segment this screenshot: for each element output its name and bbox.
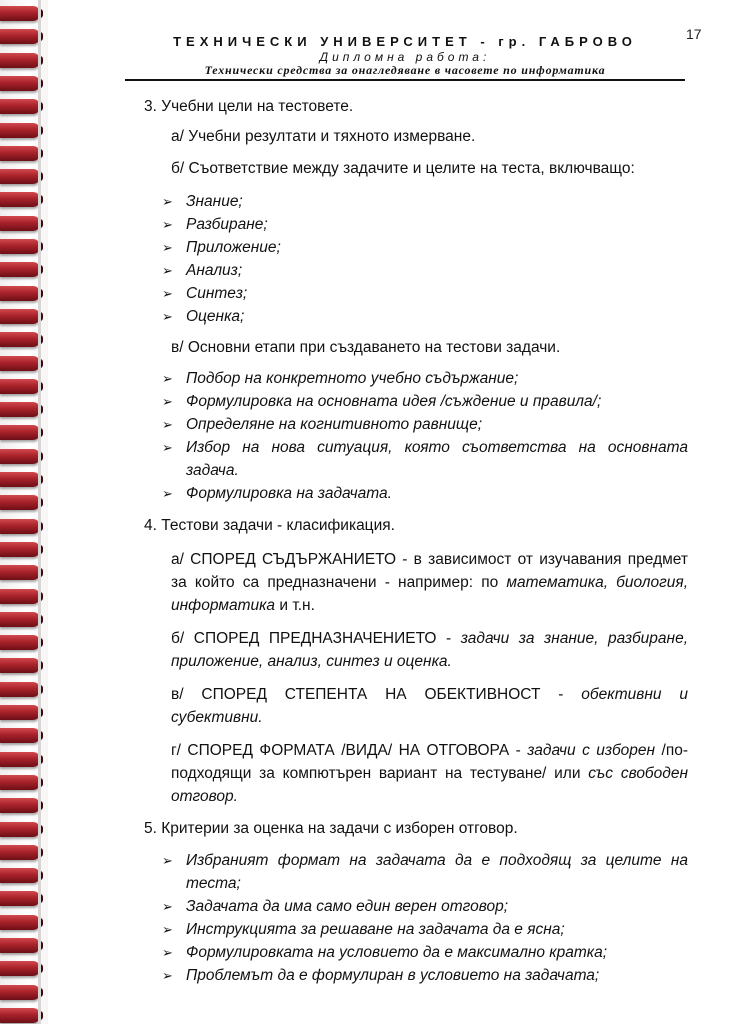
arrow-bullet-icon: ➢ (162, 922, 173, 937)
arrow-bullet-icon: ➢ (162, 194, 173, 209)
arrow-bullet-icon: ➢ (162, 394, 173, 409)
binding-ring (0, 542, 40, 557)
arrow-bullet-icon: ➢ (162, 968, 173, 983)
binding-ring (0, 658, 40, 673)
arrow-bullet-icon: ➢ (162, 263, 173, 278)
arrow-bullet-icon: ➢ (162, 371, 173, 386)
list-item: ➢ Подбор на конкретното учебно съдържание; (162, 367, 688, 390)
binding-ring (0, 449, 40, 464)
list-item: ➢ Задачата да има само един верен отговор; (162, 895, 688, 918)
binding-ring (0, 6, 40, 21)
binding-ring (0, 146, 40, 161)
binding-ring (0, 845, 40, 860)
binding-ring (0, 798, 40, 813)
section-5-list (162, 849, 688, 987)
binding-ring (0, 239, 40, 254)
binding-ring (0, 29, 40, 44)
list-item: ➢ Приложение; (162, 236, 688, 259)
arrow-bullet-icon: ➢ (162, 486, 173, 501)
binding-ring (0, 891, 40, 906)
list-item: ➢ Формулировка на основната идея /съждение и правила/; (162, 390, 688, 413)
list-item: ➢ Разбиране; (162, 213, 688, 236)
binding-ring (0, 985, 40, 1000)
binding-ring (0, 99, 40, 114)
header-thesis: Дипломна работа: (319, 50, 491, 64)
binding-spine (38, 0, 41, 1024)
section-4-item-a: а/ СПОРЕД СЪДЪРЖАНИЕТО - в зависимост от изучавания предмет за който са предназначени - например: по математика, биология, информатика и т.н. (171, 551, 689, 614)
header-university: ТЕХНИЧЕСКИ УНИВЕРСИТЕТ - гр. ГАБРОВО (173, 34, 637, 49)
binding-ring (0, 356, 40, 371)
section-4-item-b: б/ СПОРЕД ПРЕДНАЗНАЧЕНИЕТО - задачи за знание, разбиране, приложение, анализ, синтез и оценка. (171, 630, 688, 670)
list-item: ➢ Синтез; (162, 282, 688, 305)
binding-ring (0, 589, 40, 604)
binding-ring (0, 938, 40, 953)
page-content (140, 95, 688, 987)
list-item: ➢ Инструкцията за решаване на задачата да е ясна; (162, 918, 688, 941)
binding-ring (0, 868, 40, 883)
section-4-item-d: г/ СПОРЕД ФОРМАТА /ВИДА/ НА ОТГОВОРА - задачи с изборен /по-подходящи за компютърен вариант на тестуване/ или със свободен отговор. (171, 742, 688, 805)
list-item: ➢ Проблемът да е формулиран в условието на задачата; (162, 964, 688, 987)
binding-ring (0, 728, 40, 743)
arrow-bullet-icon: ➢ (162, 286, 173, 301)
arrow-bullet-icon: ➢ (162, 945, 173, 960)
header-rule (125, 79, 685, 81)
section-3-c-list (162, 367, 688, 505)
header-subtitle: Технически средства за онагледяване в часовете по информатика (204, 63, 606, 77)
binding-ring (0, 635, 40, 650)
binding-ring (0, 1008, 40, 1023)
binding-ring (0, 612, 40, 627)
binding-ring (0, 309, 40, 324)
binding-ring (0, 262, 40, 277)
section-3-b-list (162, 190, 688, 328)
section-4-heading: 4. Тестови задачи - класификация. (144, 517, 395, 534)
arrow-bullet-icon: ➢ (162, 309, 173, 324)
binding-ring (0, 822, 40, 837)
binding-ring (0, 915, 40, 930)
page-number: 17 (686, 26, 702, 42)
arrow-bullet-icon: ➢ (162, 440, 173, 455)
section-4-item-c: в/ СПОРЕД СТЕПЕНТА НА ОБЕКТИВНОСТ - обективни и субективни. (171, 686, 688, 726)
binding-ring (0, 286, 40, 301)
binding-ring (0, 752, 40, 767)
list-item: ➢ Избраният формат на задачата да е подходящ за целите на теста; (162, 849, 688, 895)
binding-ring (0, 705, 40, 720)
arrow-bullet-icon: ➢ (162, 853, 173, 868)
list-item: ➢ Определяне на когнитивното равнище; (162, 413, 688, 436)
section-3-item-b: б/ Съответствие между задачите и целите на теста, включващо: (171, 160, 635, 177)
arrow-bullet-icon: ➢ (162, 417, 173, 432)
list-item: ➢ Формулировката на условието да е максимално кратка; (162, 941, 688, 964)
list-item: ➢ Формулировка на задачата. (162, 482, 688, 505)
section-5-heading: 5. Критерии за оценка на задачи с изборен отговор. (144, 820, 518, 837)
arrow-bullet-icon: ➢ (162, 217, 173, 232)
binding-ring (0, 332, 40, 347)
section-3-item-a: а/ Учебни резултати и тяхното измерване. (171, 128, 476, 145)
binding-ring (0, 402, 40, 417)
arrow-bullet-icon: ➢ (162, 240, 173, 255)
binding-ring (0, 495, 40, 510)
list-item: ➢ Оценка; (162, 305, 688, 328)
binding-ring (0, 53, 40, 68)
binding-ring (0, 775, 40, 790)
binding-ring (0, 216, 40, 231)
binding-ring (0, 682, 40, 697)
binding-ring (0, 472, 40, 487)
section-3-heading: 3. Учебни цели на тестовете. (144, 98, 354, 115)
binding-ring (0, 379, 40, 394)
section-3-item-c: в/ Основни етапи при създаването на тестови задачи. (171, 339, 561, 356)
binding-ring (0, 961, 40, 976)
binding-ring (0, 169, 40, 184)
binding-ring (0, 123, 40, 138)
binding-ring (0, 519, 40, 534)
list-item: ➢ Избор на нова ситуация, която съответства на основната задача. (162, 436, 688, 482)
list-item: ➢ Знание; (162, 190, 688, 213)
binding-ring (0, 565, 40, 580)
binding-ring (0, 76, 40, 91)
list-item: ➢ Анализ; (162, 259, 688, 282)
arrow-bullet-icon: ➢ (162, 899, 173, 914)
binding-ring (0, 192, 40, 207)
binding-ring (0, 425, 40, 440)
